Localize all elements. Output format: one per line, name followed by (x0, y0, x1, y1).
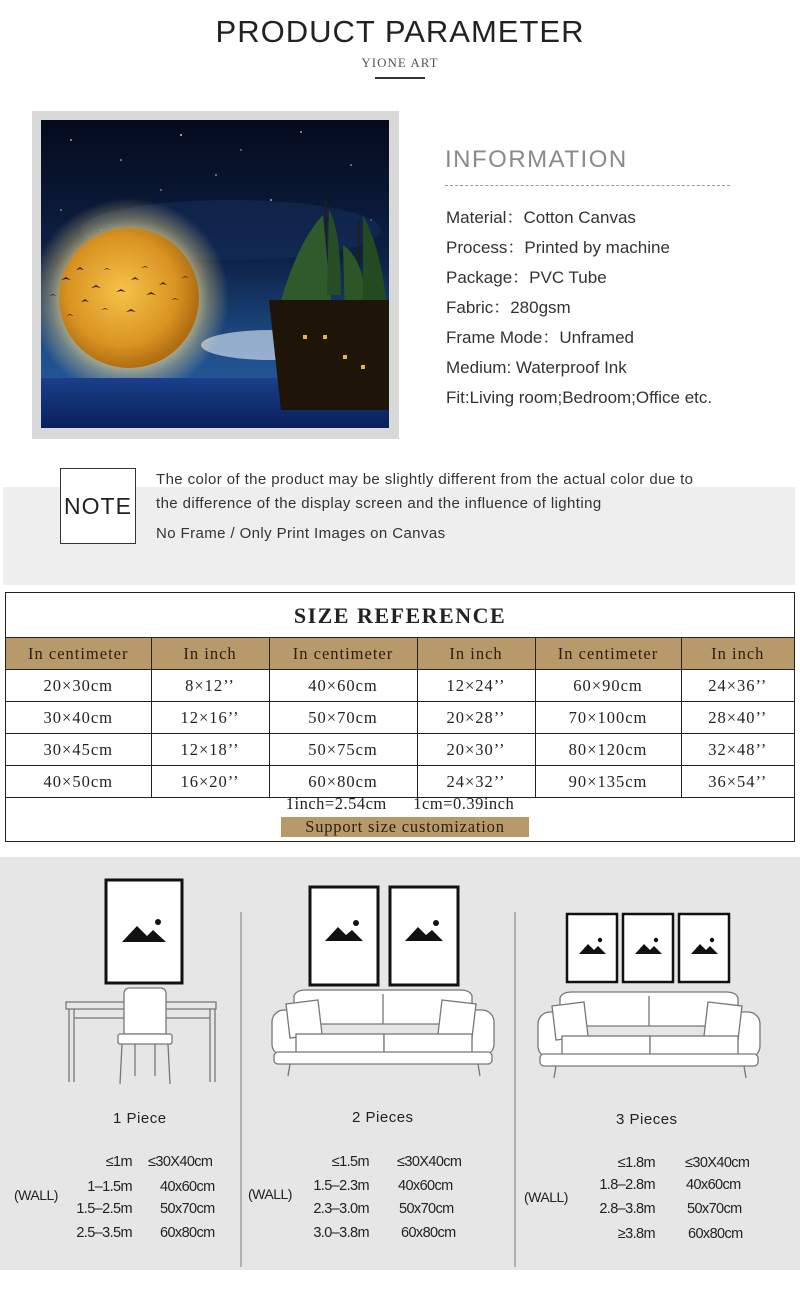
wall-width: 1.5–2.3m (313, 1178, 369, 1194)
print-size: 50x70cm (687, 1201, 742, 1217)
section-divider (514, 912, 516, 1267)
wall-width: 3.0–3.8m (313, 1225, 369, 1241)
wall-label: (WALL) (14, 1187, 58, 1203)
wall-width: 2.3–3.0m (313, 1201, 369, 1217)
info-material: Material：Cotton Canvas (446, 208, 636, 227)
print-size: 40x60cm (160, 1179, 215, 1195)
size-cell: 8×12’’ (151, 670, 269, 702)
size-cell: 24×36’’ (681, 670, 794, 702)
size-cell: 90×135cm (535, 766, 681, 798)
info-medium: Medium: Waterproof Ink (446, 358, 627, 377)
size-cell: 30×40cm (6, 702, 151, 734)
table-row (6, 766, 794, 798)
header-cm: In centimeter (269, 638, 417, 670)
print-size: 50x70cm (160, 1201, 215, 1217)
one-piece-illustration (60, 876, 230, 1088)
table-row (6, 734, 794, 766)
size-cell: 12×18’’ (151, 734, 269, 766)
wall-width: ≤1.8m (617, 1155, 655, 1171)
note-label: NOTE (60, 468, 136, 544)
information-heading: INFORMATION (445, 146, 628, 173)
page-title: PRODUCT PARAMETER (215, 14, 585, 49)
wall-width: 2.5–3.5m (76, 1225, 132, 1241)
print-size: 60x80cm (160, 1225, 215, 1241)
print-size: ≤30X40cm (148, 1154, 213, 1170)
print-size: 60x80cm (401, 1225, 456, 1241)
size-reference-title: SIZE REFERENCE (293, 603, 507, 628)
size-reference-panel (5, 592, 795, 842)
size-cell: 12×16’’ (151, 702, 269, 734)
size-cell: 28×40’’ (681, 702, 794, 734)
size-cell: 30×45cm (6, 734, 151, 766)
information-list (446, 206, 712, 416)
size-cell: 50×70cm (269, 702, 417, 734)
header-cm: In centimeter (6, 638, 151, 670)
print-size: ≤30X40cm (397, 1154, 462, 1170)
print-size: 40x60cm (398, 1178, 453, 1194)
two-pieces-label: 2 Pieces (352, 1109, 414, 1126)
info-frame-mode: Frame Mode：Unframed (446, 328, 635, 347)
sofa-icon (538, 992, 760, 1078)
two-pieces-illustration (266, 884, 498, 1084)
size-cell: 12×24’’ (417, 670, 535, 702)
size-cell: 20×28’’ (417, 702, 535, 734)
info-package: Package：PVC Tube (446, 268, 607, 287)
wall-width: 1.8–2.8m (599, 1177, 655, 1193)
header-inch: In inch (417, 638, 535, 670)
header-inch: In inch (151, 638, 269, 670)
size-cell: 80×120cm (535, 734, 681, 766)
wall-width: 1.5–2.5m (76, 1201, 132, 1217)
three-pieces-illustration (532, 910, 764, 1084)
size-table (6, 637, 794, 798)
wall-label: (WALL) (248, 1186, 292, 1202)
one-piece-label: 1 Piece (113, 1110, 167, 1127)
wall-width: 2.8–3.8m (599, 1201, 655, 1217)
print-size: 40x60cm (686, 1177, 741, 1193)
size-table-header (6, 638, 794, 670)
wall-width: ≤1m (105, 1154, 132, 1170)
size-cell: 40×50cm (6, 766, 151, 798)
wall-width: ≥3.8m (617, 1226, 655, 1242)
customization-badge: Support size customization (281, 817, 529, 837)
size-cell: 60×80cm (269, 766, 417, 798)
print-size: 60x80cm (688, 1226, 743, 1242)
info-fabric: Fabric：280gsm (446, 298, 571, 317)
wall-width: 1–1.5m (87, 1179, 132, 1195)
brand-subtitle: YIONE ART (361, 55, 439, 70)
note-text-line-1: The color of the product may be slightly different from the actual color due to (156, 471, 694, 488)
note-text-line-2: the difference of the display screen and the influence of lighting (156, 495, 602, 512)
size-cell: 50×75cm (269, 734, 417, 766)
size-cell: 32×48’’ (681, 734, 794, 766)
information-divider (445, 185, 730, 186)
unit-conversion: 1inch=2.54cm 1cm=0.39inch (285, 794, 515, 813)
header-inch: In inch (681, 638, 794, 670)
print-size: ≤30X40cm (685, 1155, 750, 1171)
size-cell: 20×30’’ (417, 734, 535, 766)
header-cm: In centimeter (535, 638, 681, 670)
info-process: Process：Printed by machine (446, 238, 670, 257)
wall-width: ≤1.5m (331, 1154, 369, 1170)
product-artwork (41, 120, 389, 428)
note-text-line-3: No Frame / Only Print Images on Canvas (156, 525, 446, 542)
sofa-icon (272, 990, 494, 1076)
size-cell: 36×54’’ (681, 766, 794, 798)
wall-label: (WALL) (524, 1189, 568, 1205)
table-row (6, 670, 794, 702)
size-cell: 16×20’’ (151, 766, 269, 798)
three-pieces-label: 3 Pieces (616, 1111, 678, 1128)
product-image-frame (32, 111, 399, 439)
size-cell: 40×60cm (269, 670, 417, 702)
print-size: 50x70cm (399, 1201, 454, 1217)
header-divider (375, 77, 425, 79)
size-cell: 24×32’’ (417, 766, 535, 798)
chair-icon (118, 988, 172, 1084)
size-cell: 60×90cm (535, 670, 681, 702)
info-fit: Fit:Living room;Bedroom;Office etc. (446, 388, 713, 407)
section-divider (240, 912, 242, 1267)
size-cell: 20×30cm (6, 670, 151, 702)
size-cell: 70×100cm (535, 702, 681, 734)
table-row (6, 702, 794, 734)
